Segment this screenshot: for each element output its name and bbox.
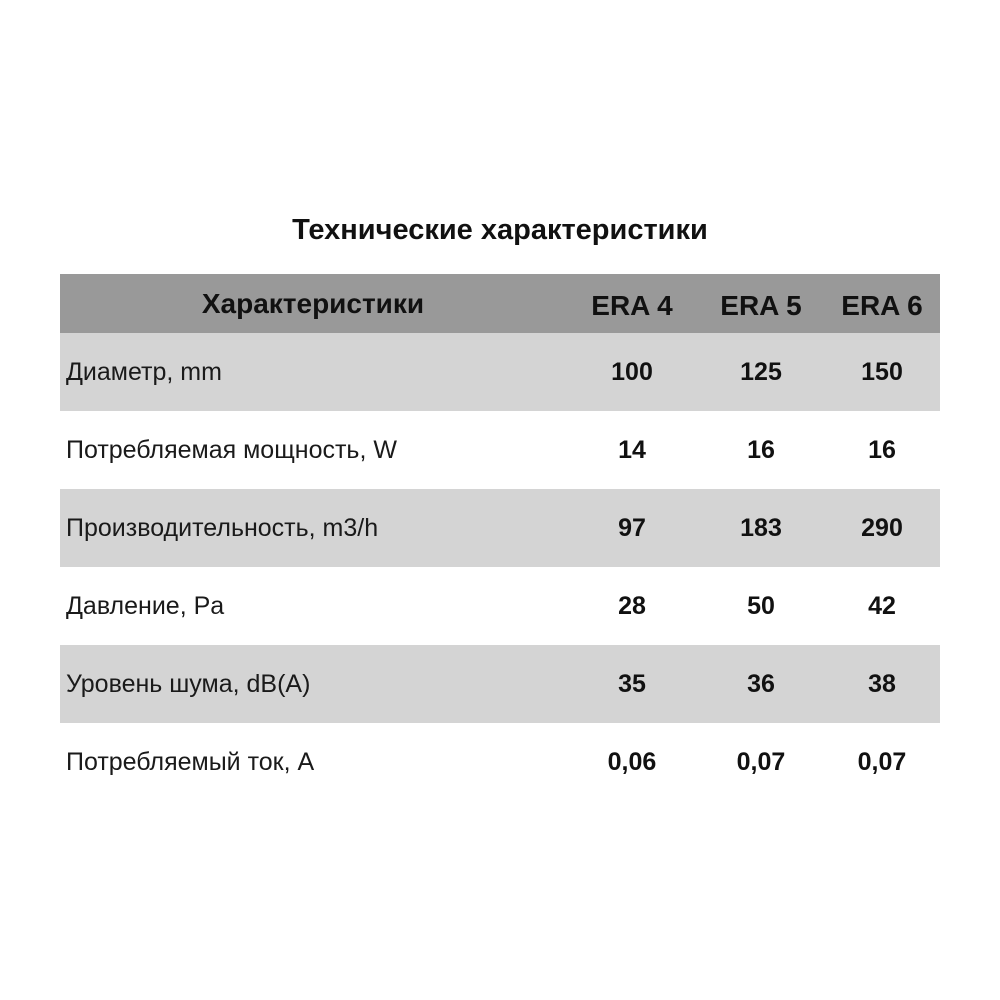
row-label: Давление, Pa [66,591,225,620]
spec-table [60,274,940,801]
header-model-era-6: ERA 6 [841,289,923,321]
table-row-capacity [60,489,940,567]
row-value-era-5: 125 [740,357,782,386]
table-row-power [60,411,940,489]
row-value-era-4: 28 [618,591,646,620]
row-value-era-6: 150 [861,357,903,386]
page-title: Технические характеристики [292,214,708,246]
row-value-era-5: 0,07 [736,747,786,776]
row-label: Производительность, m3/h [66,513,379,542]
row-value-era-6: 38 [868,669,896,698]
header-label: Характеристики [201,287,425,319]
table-header-row [60,274,940,333]
row-value-era-5: 16 [747,435,775,464]
table-row-current [60,723,940,801]
row-label: Уровень шума, dB(A) [66,669,311,698]
row-label: Потребляемый ток, А [66,747,315,776]
table-row-pressure [60,567,940,645]
row-value-era-6: 0,07 [857,747,907,776]
table-row-noise [60,645,940,723]
row-value-era-6: 16 [868,435,896,464]
row-value-era-4: 97 [618,513,646,542]
row-value-era-4: 100 [611,357,653,386]
header-model-era-5: ERA 5 [720,289,802,321]
row-value-era-4: 0,06 [607,747,657,776]
row-value-era-5: 50 [747,591,775,620]
row-value-era-6: 290 [861,513,903,542]
row-value-era-5: 36 [747,669,775,698]
row-label: Диаметр, mm [66,357,222,386]
row-value-era-4: 35 [618,669,646,698]
table-row-diameter [60,333,940,411]
row-value-era-6: 42 [868,591,896,620]
row-label: Потребляемая мощность, W [66,435,397,464]
row-value-era-5: 183 [740,513,782,542]
row-value-era-4: 14 [618,435,646,464]
header-model-era-4: ERA 4 [591,289,673,321]
